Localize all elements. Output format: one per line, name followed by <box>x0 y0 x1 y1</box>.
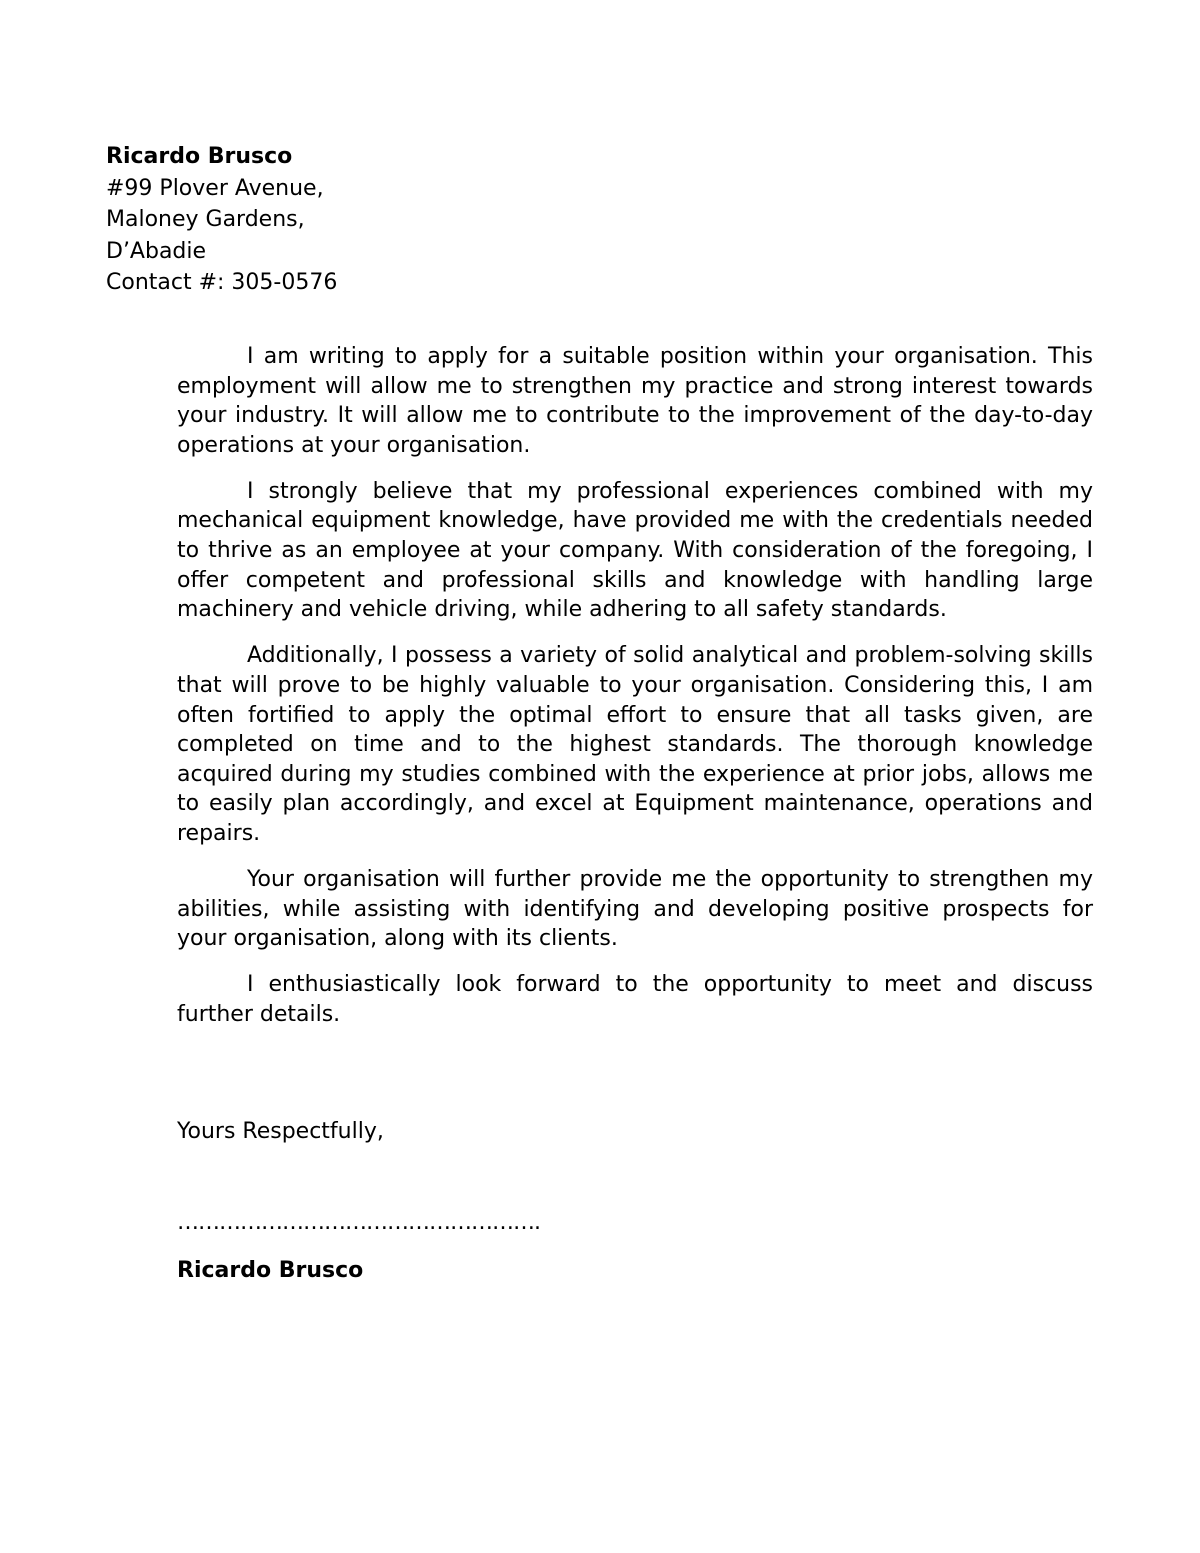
sender-contact: Contact #: 305-0576 <box>106 270 338 295</box>
closing-salutation: Yours Respectfully, <box>177 1119 384 1144</box>
body-paragraph-2: I strongly believe that my professional experiences combined with my mechanical equipment knowledge, have provided me with the credentials needed to thrive as an employee at your company. With consideration of the foregoing, I offer competent and professional skills and knowledge with handling large machinery and vehicle driving, while adhering to all safety standards. <box>177 478 1093 623</box>
body-paragraph-5: I enthusiastically look forward to the opportunity to meet and discuss further details. <box>177 972 1093 1027</box>
sender-name: Ricardo Brusco <box>106 144 293 169</box>
sender-block <box>106 141 606 299</box>
sender-address-line-3: D’Abadie <box>106 238 207 264</box>
signer-name: Ricardo Brusco <box>177 1258 364 1283</box>
body-paragraph-1: I am writing to apply for a suitable position within your organisation. This employment will allow me to strengthen my practice and strong interest towards your industry. It will allow me to contribute to the improvement of the day-to-day operations at your organisation. <box>177 344 1093 458</box>
signature-line: ……………………………………………. <box>177 1210 540 1235</box>
body-paragraph-4: Your organisation will further provide me the opportunity to strengthen my abilities, while assisting with identifying and developing positive prospects for your organisation, along with its clients. <box>177 867 1093 952</box>
sender-address-line-1: #99 Plover Avenue, <box>106 175 324 201</box>
sender-address-line-2: Maloney Gardens, <box>106 207 305 232</box>
body-paragraph-3: Additionally, I possess a variety of solid analytical and problem-solving skills that will prove to be highly valuable to your organisation. Considering this, I am often fortified to apply the optimal effort to ensure that all tasks given, are completed on time and to the highest standards. The thorough knowledge acquired during my studies combined with the experience at prior jobs, allows me to easily plan accordingly, and excel at Equipment maintenance, operations and repairs. <box>177 643 1093 846</box>
letter-body <box>177 342 1093 1046</box>
